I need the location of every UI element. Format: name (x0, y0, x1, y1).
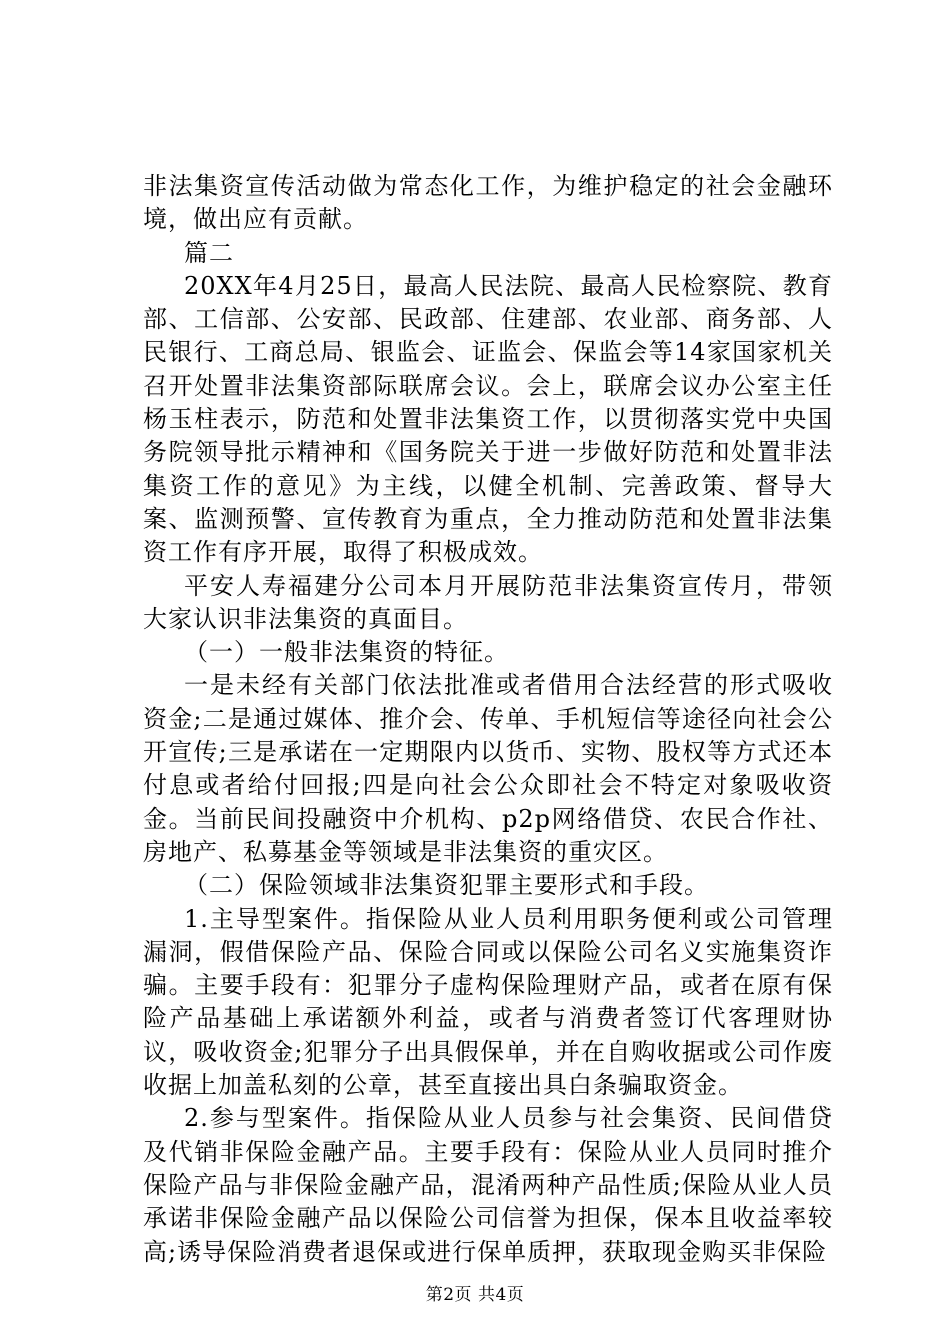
paragraph-leading-cases: 1.主导型案件。指保险从业人员利用职务便利或公司管理漏洞，假借保险产品、保险合同或以保险公司名义实施集资诈骗。主要手段有：犯罪分子虚构保险理财产品，或者在原有保险产品基础上承诺额外利益，或者与消费者签订代客理财协议，吸收资金;犯罪分子出具假保单，并在自购收据或公司作废收据上加盖私刻的公章，甚至直接出具白条骗取资金。 (143, 904, 833, 1100)
page-number-footer: 第2页 共4页 (425, 1285, 525, 1305)
paragraph-campaign: 平安人寿福建分公司本月开展防范非法集资宣传月，带领大家认识非法集资的真面目。 (143, 571, 833, 633)
document-body (143, 170, 833, 1269)
paragraph-features: 一是未经有关部门依法批准或者借用合法经营的形式吸收资金;二是通过媒体、推介会、传单、手机短信等途径向社会公开宣传;三是承诺在一定期限内以货币、实物、股权等方式还本付息或者给付回报;四是向社会公众即社会不特定对象吸收资金。当前民间投融资中介机构、p2p网络借贷、农民合作社、房地产、私募基金等领域是非法集资的重灾区。 (143, 671, 833, 866)
paragraph-meeting: 20XX年4月25日，最高人民法院、最高人民检察院、教育部、工信部、公安部、民政部、住建部、农业部、商务部、人民银行、工商总局、银监会、证监会、保监会等14家国家机关召开处置非法集资部际联席会议。会上，联席会议办公室主任杨玉柱表示，防范和处置非法集资工作，以贯彻落实党中央国务院领导批示精神和《国务院关于进一步做好防范和处置非法集资工作的意见》为主线，以健全机制、完善政策、督导大案、监测预警、宣传教育为重点，全力推动防范和处置非法集资工作有序开展，取得了积极成效。 (143, 271, 833, 567)
paragraph-continuation: 非法集资宣传活动做为常态化工作，为维护稳定的社会金融环境，做出应有贡献。 (143, 172, 833, 234)
paragraph-participating-cases: 2.参与型案件。指保险从业人员参与社会集资、民间借贷及代销非保险金融产品。主要手段有：保险从业人员同时推介保险产品与非保险金融产品，混淆两种产品性质;保险从业人员承诺非保险金融产品以保险公司信誉为担保，保本且收益率较高;诱导保险消费者退保或进行保单质押，获取现金购买非保险 (143, 1104, 833, 1266)
section-heading: 篇二 (184, 238, 234, 267)
subheading-features: （一）一般非法集资的特征。 (184, 638, 509, 667)
subheading-insurance-forms: （二）保险领域非法集资犯罪主要形式和手段。 (184, 871, 709, 900)
